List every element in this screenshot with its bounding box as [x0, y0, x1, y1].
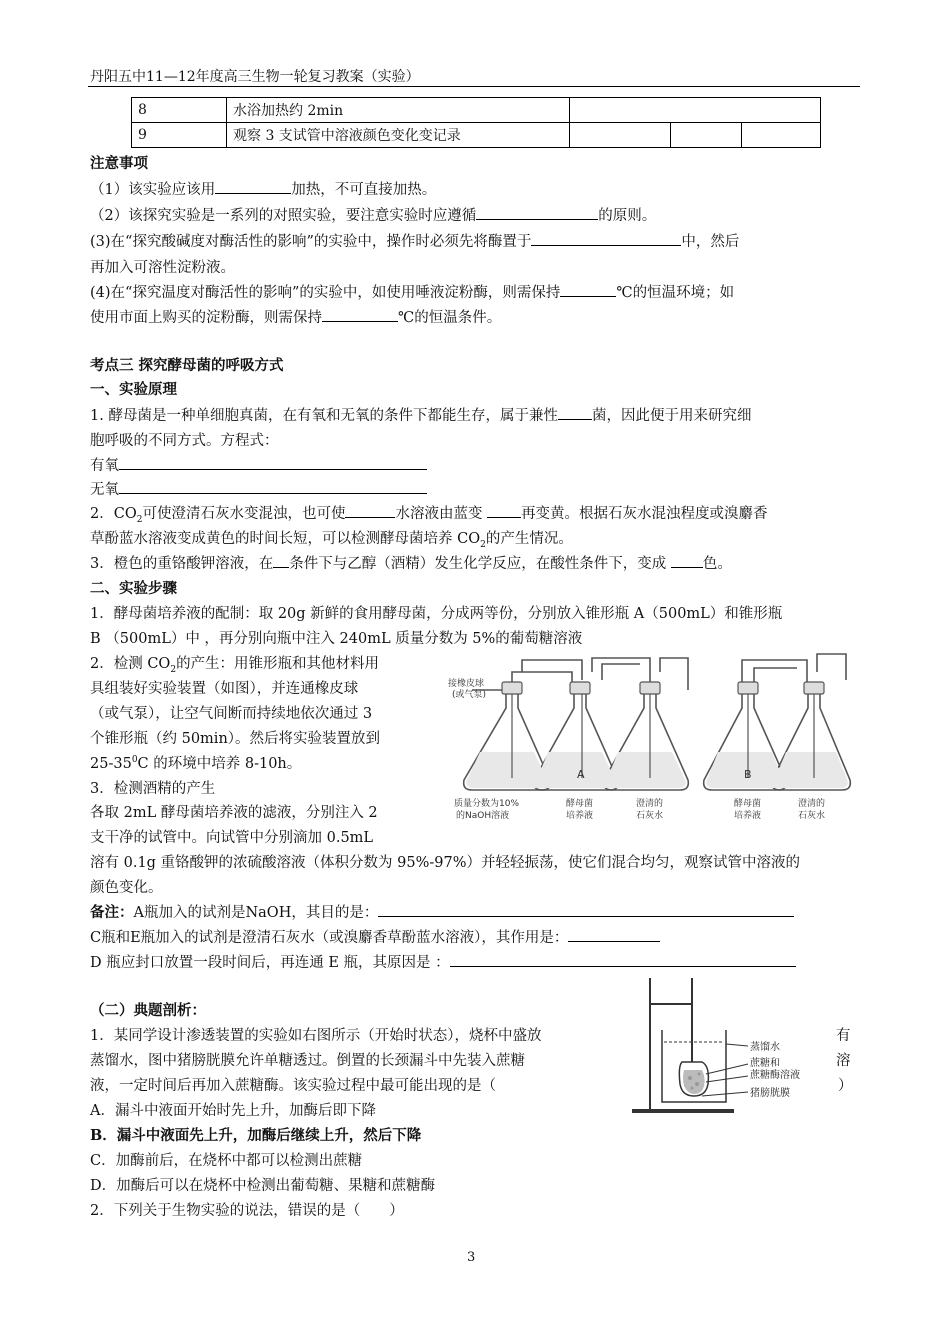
remark-3: D 瓶应封口放置一段时间后，再连通 E 瓶，其原因是 ： — [90, 951, 796, 972]
step-3-cont: 溶有 0.1g 重铬酸钾的浓硫酸溶液（体积分数为 95%-97%）并轻轻振荡，使它们混合均匀，观察试管中溶液的 — [90, 855, 801, 871]
principle-3: 3．橙色的重铬酸钾溶液，在 条件下与乙醇（酒精）发生化学反应，在酸性条件下，变成 色。 — [90, 552, 732, 573]
flask-caption: 石灰水 — [798, 811, 826, 821]
page-number: 3 — [467, 1250, 476, 1265]
option-b: B．漏斗中液面先上升，加酶后继续上升，然后下降 — [90, 1127, 422, 1144]
option-d: D．加酶后可以在烧杯中检测出葡萄糖、果糖和蔗糖酶 — [90, 1178, 436, 1194]
step-number: 9 — [132, 123, 227, 148]
blank — [322, 306, 398, 322]
blank — [560, 281, 616, 297]
figure-label: 蒸馏水 — [750, 1042, 780, 1053]
result-cell — [570, 123, 671, 148]
step-2-cont: $25-35^0C$ 的环境中培养 8-10h。 — [90, 755, 302, 772]
flask-caption: 质量分数为10% — [454, 799, 520, 809]
step-2-cont: （或气泵），让空气间断而持续地依次通过 3 — [90, 706, 373, 722]
flask-letter-b: B — [744, 768, 752, 781]
steps-table — [131, 97, 821, 148]
step-1: 1．酵母菌培养液的配制：取 20g 新鲜的食用酵母菌，分成两等份，分别放入锥形瓶 A（500mL）和锥形瓶 — [90, 606, 783, 622]
step-3-cont: 各取 2mL 酵母菌培养液的滤液，分别注入 2 — [90, 805, 378, 821]
flask-caption: 的NaOH溶液 — [456, 811, 510, 821]
option-a: A．漏斗中液面开始时先上升，加酶后即下降 — [90, 1103, 376, 1119]
blank — [671, 552, 703, 568]
notes-title: 注意事项 — [90, 155, 148, 172]
remark-1: 备注：A瓶加入的试剂是NaOH，其目的是： — [90, 901, 794, 922]
step-2-cont: 具组装好实验装置（如图），并连通橡皮球 — [90, 681, 359, 697]
question-1-end: 有 — [836, 1028, 851, 1044]
step-3: 3．检测酒精的产生 — [90, 781, 216, 797]
flask-caption: 酵母菌 — [566, 799, 594, 809]
question-1-end: 溶 — [836, 1053, 851, 1069]
note-1: （1）该实验应该用 加热，不可直接加热。 — [90, 178, 436, 199]
figure-label: 猪膀胱膜 — [750, 1088, 790, 1099]
principle-2-cont: 草酚蓝水溶液变成黄色的时间长短，可以检测酵母菌培养 $CO_2$的产生情况。 — [90, 531, 573, 550]
result-cell — [570, 98, 821, 123]
note-3-cont: 再加入可溶性淀粉液。 — [90, 260, 235, 276]
yeast-respiration-apparatus — [442, 650, 860, 828]
analysis-title: （二）典题剖析： — [90, 1002, 206, 1019]
step-3-cont: 颜色变化。 — [90, 880, 163, 896]
step-text: 水浴加热约 2min — [227, 98, 570, 123]
remark-2: C瓶和E瓶加入的试剂是澄清石灰水（或溴麝香草酚蓝水溶液），其作用是： — [90, 926, 660, 947]
blank — [476, 204, 598, 220]
note-2: （2）该探究实验是一系列的对照实验，要注意实验时应遵循 的原则。 — [90, 204, 656, 225]
blank — [531, 230, 681, 246]
blank — [119, 454, 427, 470]
blank — [273, 552, 289, 568]
step-number: 8 — [132, 98, 227, 123]
question-1-cont: 液，一定时间后再加入蔗糖酶。该实验过程中最可能出现的是（ — [90, 1078, 496, 1094]
note-4: (4)在“探究温度对酶活性的影响”的实验中，如使用唾液淀粉酶，则需保持 ℃的恒温环境；如 — [90, 281, 734, 302]
result-cell — [671, 123, 742, 148]
blank — [215, 178, 291, 194]
question-1-cont: 蒸馏水，图中猪膀胱膜允许单糖透过。倒置的长颈漏斗中先装入蔗糖 — [90, 1053, 525, 1069]
step-1-cont: B （500mL）中 ，再分别向瓶中注入 240mL 质量分数为 5%的葡萄糖溶液 — [90, 631, 583, 647]
note-3: (3)在“探究酸碱度对酶活性的影响”的实验中，操作时必须先将酶置于 中，然后 — [90, 230, 739, 251]
blank — [558, 404, 592, 420]
principle-1-cont: 胞呼吸的不同方式。方程式： — [90, 433, 279, 449]
subsection-title: 一、实验原理 — [90, 381, 177, 398]
figure-label: 蔗糖酶溶液 — [750, 1070, 800, 1081]
note-4-cont: 使用市面上购买的淀粉酶，则需保持 ℃的恒温条件。 — [90, 306, 501, 327]
figure-label: 蔗糖和 — [750, 1058, 780, 1069]
flask-caption: 澄清的 — [636, 799, 664, 809]
osmosis-apparatus — [630, 974, 836, 1116]
flask-letter-a: A — [577, 768, 585, 781]
table-row — [132, 98, 821, 123]
question-1: 1．某同学设计渗透装置的实验如右图所示（开始时状态），烧杯中盛放 — [90, 1028, 542, 1044]
question-1-end: ） — [838, 1078, 853, 1094]
option-c: C．加酶前后，在烧杯中都可以检测出蔗糖 — [90, 1153, 363, 1169]
pump-label: 接橡皮球 — [448, 679, 485, 689]
principle-1: 1. 酵母菌是一种单细胞真菌，在有氧和无氧的条件下都能生存，属于兼性 菌，因此便于用来研究细 — [90, 404, 751, 425]
section-title: 考点三 探究酵母菌的呼吸方式 — [90, 357, 284, 374]
blank — [345, 502, 395, 518]
flask-caption: 培养液 — [566, 811, 594, 821]
blank — [487, 502, 521, 518]
step-2: 2．检测 $CO_2$的产生：用锥形瓶和其他材料用 — [90, 656, 380, 675]
blank — [568, 926, 660, 942]
step-3-cont: 支干净的试管中。向试管中分别滴加 0.5mL — [90, 830, 374, 846]
aerobic-equation: 有氧 — [90, 454, 427, 475]
page-header: 丹阳五中11—12年度高三生物一轮复习教案（实验） — [90, 69, 420, 85]
blank — [378, 901, 794, 917]
pump-label: (或气泵) — [452, 690, 487, 700]
table-row — [132, 123, 821, 148]
subsection-title: 二、实验步骤 — [90, 580, 177, 597]
principle-2: 2．$CO_2$可使澄清石灰水变混浊，也可使 水溶液由蓝变 再变黄。根据石灰水混浊程度或溴麝香 — [90, 502, 768, 525]
blank — [119, 478, 427, 494]
result-cell — [742, 123, 821, 148]
blank — [450, 951, 796, 967]
flask-caption: 酵母菌 — [734, 799, 762, 809]
flask-caption: 石灰水 — [636, 811, 664, 821]
question-2: 2．下列关于生物实验的说法，错误的是（ ） — [90, 1203, 404, 1219]
flask-caption: 培养液 — [734, 811, 762, 821]
anaerobic-equation: 无氧 — [90, 478, 427, 499]
flask-caption: 澄清的 — [798, 799, 826, 809]
header-rule — [88, 86, 860, 87]
step-text: 观察 3 支试管中溶液颜色变化变记录 — [227, 123, 570, 148]
step-2-cont: 个锥形瓶（约 50min）。然后将实验装置放到 — [90, 731, 381, 747]
